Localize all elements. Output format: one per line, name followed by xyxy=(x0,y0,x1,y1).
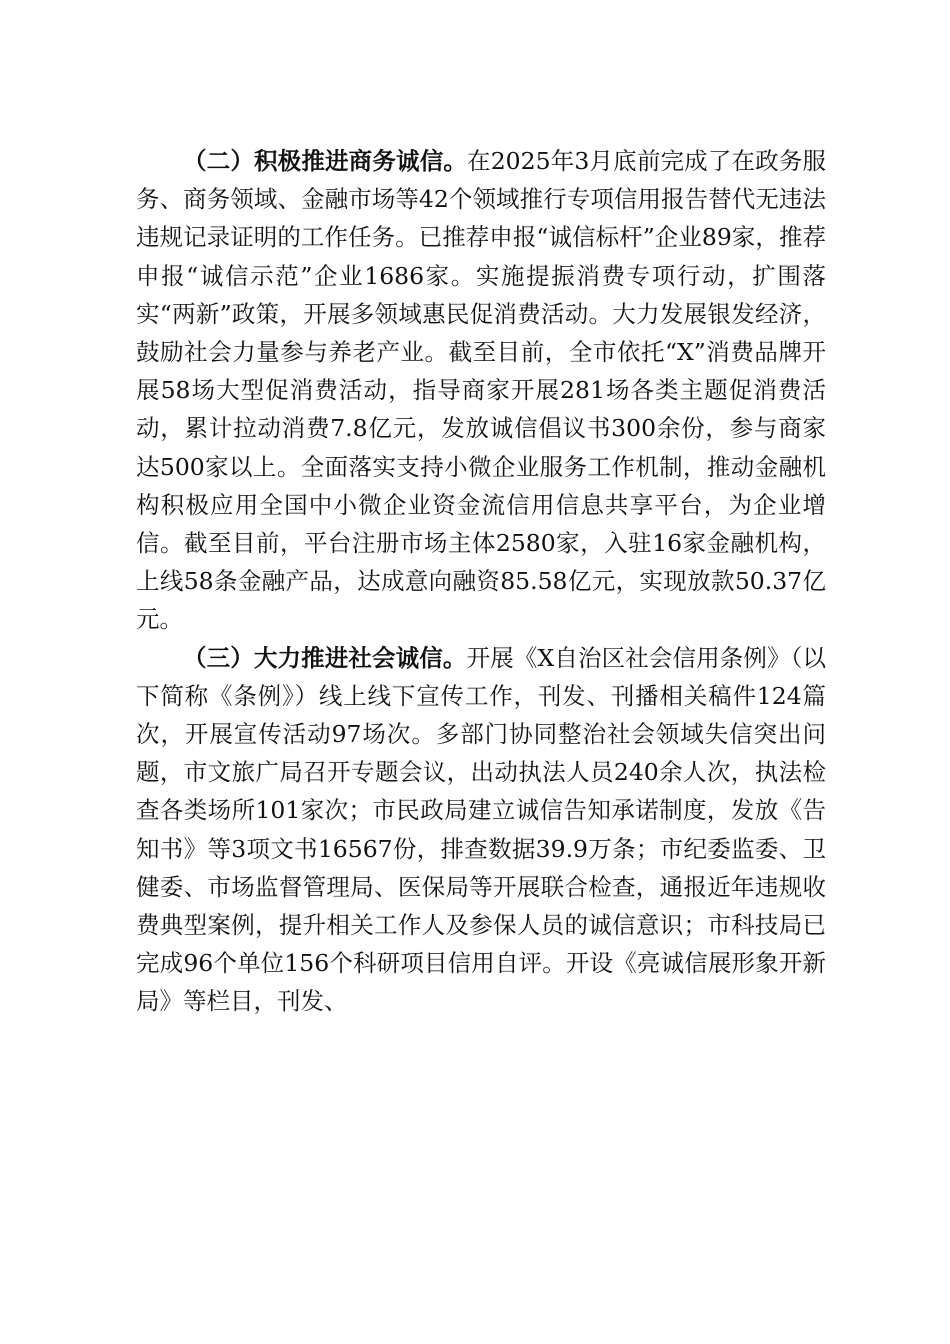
section-heading-business-integrity: （二）积极推进商务诚信。 xyxy=(183,147,468,175)
paragraph-text-social-integrity: 开展《X自治区社会信用条例》（以下简称《条例》）线上线下宣传工作，刊发、刊播相关稿件124篇次，开展宣传活动97场次。多部门协同整治社会领域失信突出问题，市文旅广局召开专题会议，出动执法人员240余人次，执法检查各类场所101家次；市民政局建立诚信告知承诺制度，发放《告知书》等3项文书16567份，排查数据39.9万条；市纪委监委、卫健委、市场监督管理局、医保局等开展联合检查，通报近年违规收费典型案例，提升相关工作人及参保人员的诚信意识；市科技局已完成96个单位156个科研项目信用自评。开设《亮诚信展形象开新局》等栏目，刊发、 xyxy=(136,643,826,1016)
section-heading-social-integrity: （三）大力推进社会诚信。 xyxy=(183,643,467,672)
paragraph-business-integrity xyxy=(136,142,826,639)
paragraph-text-business-integrity: 在2025年3月底前完成了在政务服务、商务领域、金融市场等42个领域推行专项信用报告替代无违法违规记录证明的工作任务。已推荐申报“诚信标杆”企业89家，推荐申报“诚信示范”企业1686家。实施提振消费专项行动，扩围落实“两新”政策，开展多领域惠民促消费活动。大力发展银发经济，鼓励社会力量参与养老产业。截至目前，全市依托“X”消费品牌开展58场大型促消费活动，指导商家开展281场各类主题促消费活动，累计拉动消费7.8亿元，发放诚信倡议书300余份，参与商家达500家以上。全面落实支持小微企业服务工作机制，推动金融机构积极应用全国中小微企业资金流信用信息共享平台，为企业增信。截至目前，平台注册市场主体2580家，入驻16家金融机构，上线58条金融产品，达成意向融资85.58亿元，实现放款50.37亿元。 xyxy=(136,147,827,634)
document-body xyxy=(136,142,826,1021)
paragraph-social-integrity xyxy=(136,639,826,1021)
